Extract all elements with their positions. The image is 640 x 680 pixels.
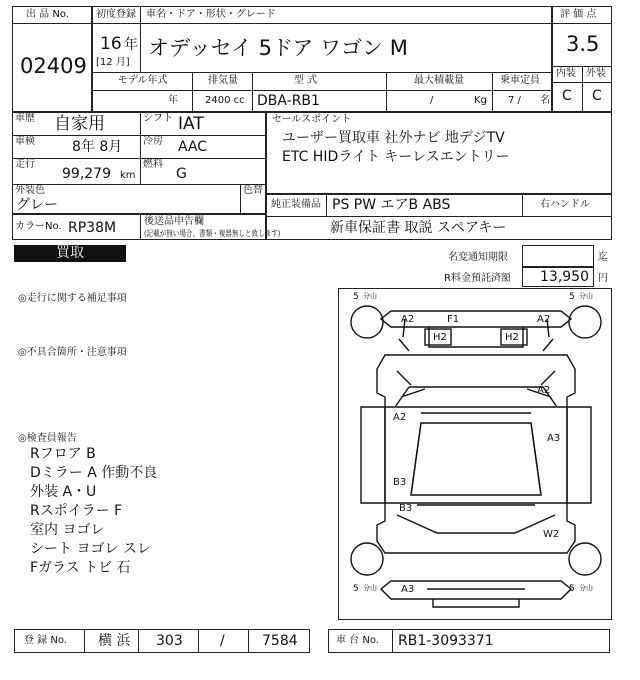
eval-score: 3.5 <box>566 32 600 56</box>
handle-side: 右ハンドル <box>540 199 590 210</box>
name-change-field <box>522 245 594 267</box>
car-name-label: 車名・ドア・形状・グレード <box>146 9 276 20</box>
inspection-label: 車検 <box>15 136 35 147</box>
displacement: 2400 cc <box>205 95 245 106</box>
equipment-value: PS PW エアB ABS <box>332 197 451 213</box>
damage-mark: A3 <box>547 433 561 444</box>
first-reg-label: 初度登録 <box>96 9 136 20</box>
capacity-value: 7 / <box>508 95 521 106</box>
mileage-value: 99,279 <box>62 166 111 182</box>
capacity-unit: 名 <box>540 95 550 106</box>
exterior-grade: C <box>592 88 602 104</box>
max-load-label: 最大積載量 <box>414 75 464 86</box>
plate-class: 303 <box>156 633 183 649</box>
tire-unit: 分山 <box>579 584 593 592</box>
car-name: オデッセイ 5ドア ワゴン M <box>148 36 408 60</box>
name-change-unit: 迄 <box>598 252 608 263</box>
fuel-label: 燃料 <box>143 159 163 170</box>
exterior-label: 外装 <box>586 68 606 79</box>
chassis-value: RB1-3093371 <box>398 633 494 649</box>
damage-mark: A2 <box>401 314 415 325</box>
plate-label: 登 録 No. <box>24 635 67 646</box>
shift-value: IAT <box>178 114 204 134</box>
car-plan-outline <box>361 355 591 553</box>
mileage-label: 走行 <box>15 159 35 170</box>
color-no-label: カラーNo. <box>15 221 62 232</box>
reg-month: [12 月] <box>96 57 130 68</box>
inspector-line: Dミラー A 作動不良 <box>30 465 158 481</box>
type-value: DBA-RB1 <box>257 93 320 109</box>
damage-mark: W2 <box>543 529 560 540</box>
equipment-line2: 新車保証書 取説 スペアキー <box>330 220 507 236</box>
plate-sep: / <box>220 633 225 649</box>
plate-region: 横 浜 <box>98 633 131 649</box>
reg-year: 16 <box>100 34 122 54</box>
capacity-label: 乗車定員 <box>500 75 540 86</box>
max-load-sep: / <box>430 95 434 106</box>
inspector-line: Fガラス トビ 石 <box>30 560 131 576</box>
name-change-label: 名変通知期限 <box>448 252 508 263</box>
history-label: 車歴 <box>15 113 35 124</box>
lot-no-label: 出 品 No. <box>26 9 69 20</box>
damage-mark: A2 <box>537 314 551 325</box>
sales-point-line1: ユーザー買取車 社外ナビ 地デジTV <box>282 130 505 146</box>
eval-label: 評 価 点 <box>560 9 597 20</box>
tire-label: 5 <box>569 292 575 302</box>
shift-label: シフト <box>143 113 173 124</box>
damage-mark: B3 <box>393 477 407 488</box>
tire-unit: 分山 <box>363 292 377 300</box>
inspector-line: Rフロア B <box>30 446 96 462</box>
equipment-label: 純正装備品 <box>271 199 321 210</box>
inspector-line: Rスポイラー F <box>30 503 123 519</box>
color-no-value: RP38M <box>68 220 117 236</box>
damage-mark: F1 <box>447 314 460 325</box>
body-color-label: 外装色 <box>15 185 45 196</box>
lot-no: 02409 <box>20 54 87 78</box>
inspector-report-label: ◎検査員報告 <box>18 433 77 444</box>
damage-mark: H2 <box>433 332 447 343</box>
aftermarket-label: 後送品申告欄 <box>144 216 204 227</box>
tire-label: 5 <box>353 584 359 594</box>
inspection-value: 8年 8月 <box>72 139 123 155</box>
inspector-line: 外装 A・U <box>30 484 97 500</box>
body-color-value: グレー <box>16 197 58 213</box>
sales-point-label: セールスポイント <box>272 114 352 125</box>
color-change-label: 色替 <box>243 185 263 196</box>
damage-mark: H2 <box>505 332 519 343</box>
damage-mark: A3 <box>401 584 415 595</box>
model-year-label: モデル年式 <box>118 75 168 86</box>
plate-number: 7584 <box>262 633 298 649</box>
damage-mark: A2 <box>393 412 407 423</box>
recycle-value: 13,950 <box>540 269 589 285</box>
interior-label: 内装 <box>556 68 576 79</box>
driving-notes-label: ◎走行に関する補足事項 <box>18 293 127 304</box>
fuel-value: G <box>176 166 187 182</box>
ac-label: 冷房 <box>143 136 163 147</box>
damage-mark: B3 <box>399 503 413 514</box>
defect-notes-label: ◎不具合箇所・注意事項 <box>18 347 127 358</box>
tire-unit: 分山 <box>363 584 377 592</box>
aftermarket-note: (記載が無い場合、書類・複器無しと致します) <box>144 229 281 238</box>
history-value: 自家用 <box>54 114 105 134</box>
interior-grade: C <box>562 88 572 104</box>
tire-label: 5 <box>353 292 359 302</box>
max-load-unit: Kg <box>474 95 487 106</box>
sales-point-line2: ETC HIDライト キーレスエントリー <box>282 149 510 165</box>
type-label: 型 式 <box>294 75 318 86</box>
inspector-line: シート ヨゴレ スレ <box>30 541 151 557</box>
damage-mark: A2 <box>537 385 551 396</box>
purchase-badge: 買取 <box>14 245 126 262</box>
chassis-label: 車 台 No. <box>336 635 379 646</box>
inspector-line: 室内 ヨゴレ <box>30 522 105 538</box>
tire-unit: 分山 <box>579 292 593 300</box>
ac-value: AAC <box>178 139 208 155</box>
mileage-unit: km <box>120 170 136 181</box>
displacement-label: 排気量 <box>208 75 238 86</box>
model-year-unit: 年 <box>168 95 178 106</box>
recycle-unit: 円 <box>598 273 608 284</box>
tire-label: 5 <box>569 584 575 594</box>
recycle-label: R料金預託済額 <box>444 273 511 284</box>
reg-year-unit: 年 <box>124 37 138 53</box>
vehicle-damage-diagram <box>338 288 612 620</box>
